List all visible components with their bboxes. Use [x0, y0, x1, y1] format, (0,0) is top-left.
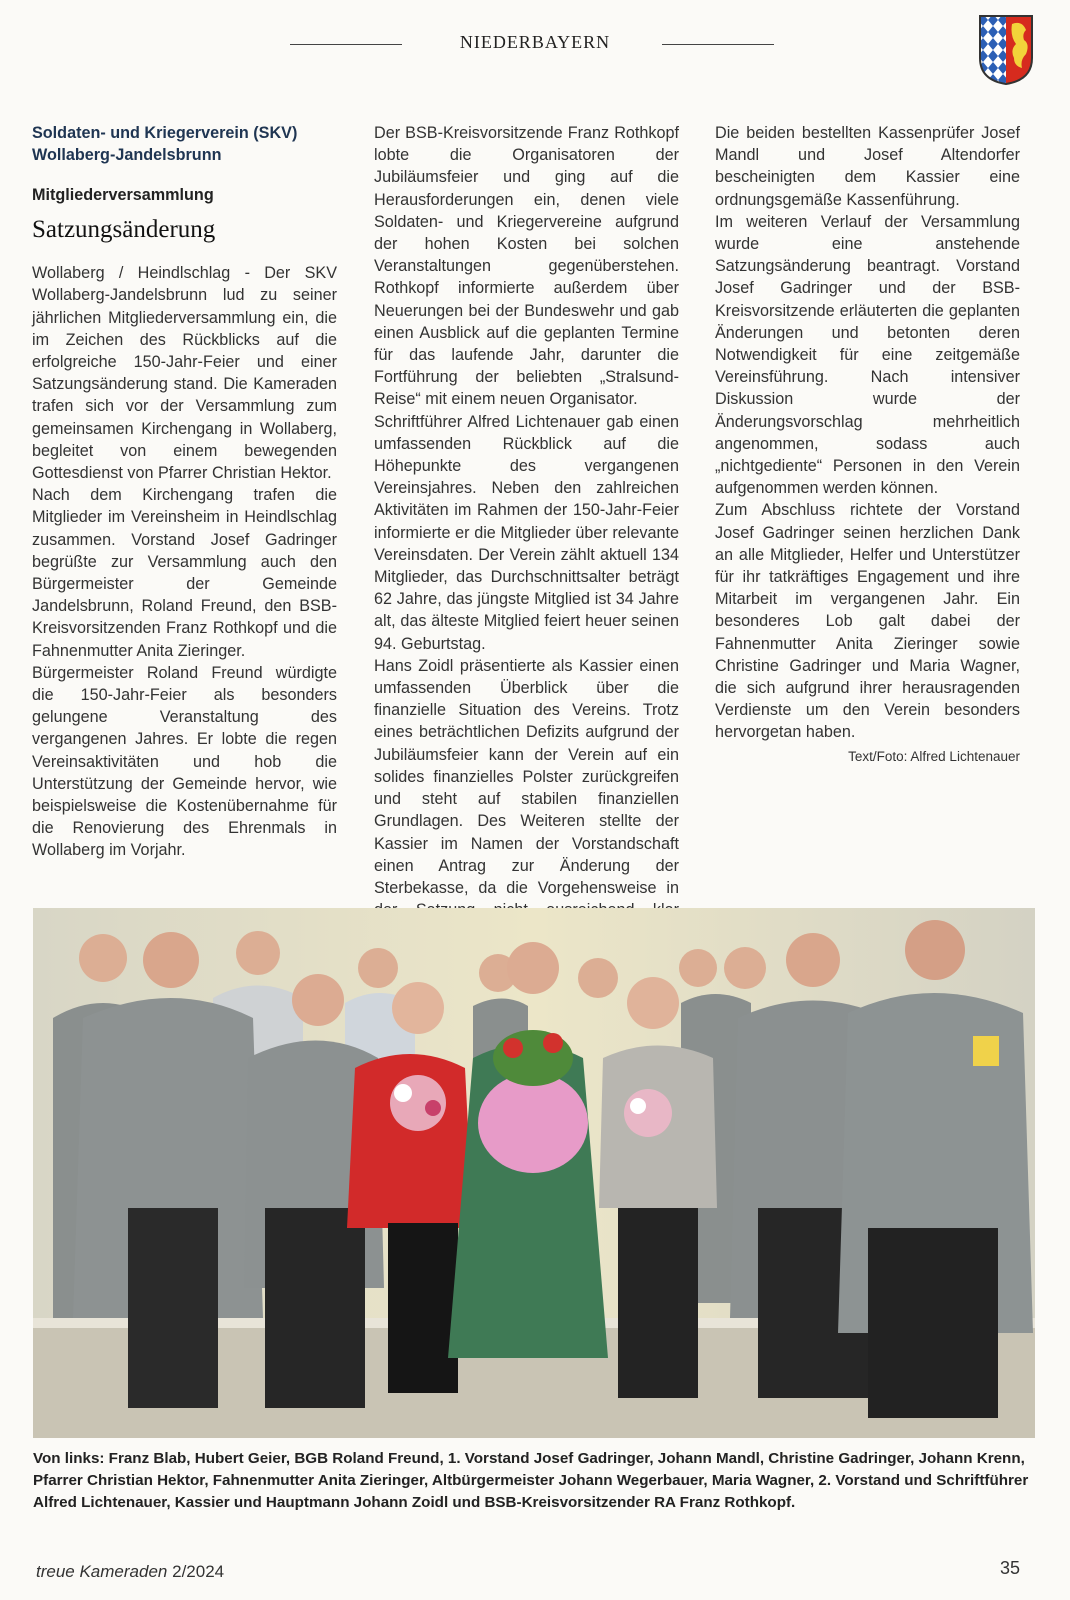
article-paragraph: Nach dem Kirchengang trafen die Mitglieder im Vereinsheim in Heindlschlag zusammen. Vorstand Josef Gadringer begrüßte zur Versammlung auch den Bürgermeister der Gemeinde Jandelsbrunn, Roland Freund, den BSB-Kreisvorsitzenden Franz Rothkopf und die Fahnenmutter Anita Zieringer. [32, 486, 337, 660]
organization-heading: Soldaten- und Kriegerverein (SKV) Wollaberg-Jandelsbrunn [32, 124, 298, 164]
section-label: NIEDERBAYERN [459, 32, 611, 52]
article-paragraph: Zum Abschluss richtete der Vorstand Josef Gadringer seinen herzlichen Dank an alle Mitglieder, Helfer und Unterstützer für ihr tatkräftiges Engagement und ihre Mitarbeit im vergangenen Jahr. Ein besonderes Lob galt dabei der Fahnenmutter Anita Zieringer sowie Christine Gadringer und Maria Wagner, die sich aufgrund ihrer herausragenden Verdienste um den Verein besonders hervorgetan haben. [715, 501, 1020, 742]
article-paragraph: Bürgermeister Roland Freund würdigte die 150-Jahr-Feier als besonders gelungene Veranstaltung des vergangenen Jahres. Er lobte die regen Vereinsaktivitäten und hob die Unterstützung der Gemeinde hervor, wie beispielsweise die Kostenübernahme für die Renovierung des Ehrenmals in Wollaberg im Vorjahr. [32, 663, 337, 860]
issue-number: 2/2024 [172, 1562, 225, 1581]
header-rule-right [662, 44, 774, 45]
article-paragraph: Hans Zoidl präsentierte als Kassier einen umfassenden Überblick über die finanzielle Situation des Vereins. Trotz eines beträchtlichen Defizits aufgrund der Jubiläumsfeier kann der Verein auf ein solides finanzielles Polster zurückgreifen und steht auf stabilen finanziellen Grundlagen. Des Weiteren stellte der Kassier im Namen der Vorstandschaft einen Antrag zur Änderung der Sterbekasse, da die Vorgehensweise in [374, 656, 679, 897]
niederbayern-crest-icon [978, 14, 1034, 86]
article-headline: Satzungsänderung [32, 216, 216, 244]
article-paragraph: Schriftführer Alfred Lichtenauer gab einen umfassenden Rückblick auf die Höhepunkte des vergangenen Vereinsjahres. Neben den zahlreichen Aktivitäten im Rahmen der 150-Jahr-Feier informierte er die Mitglieder über relevante Vereinsdaten. Der Verein zählt aktuell 134 Mitglieder, das Durchschnittsalter beträgt 62 Jahre, das jüngste Mitglied ist 34 Jahre alt, das älteste Mitglied feiert heuer seinen 94. Geburtstag. [374, 412, 679, 653]
article-paragraph: Der BSB-Kreisvorsitzende Franz Rothkopf lobte die Organisatoren der Jubiläumsfeier und ging auf die Herausforderungen ein, denen viele Soldaten- und Kriegervereine aufgrund der hohen Kosten bei solchen Veranstaltungen gegenüberstehen. Rothkopf informierte außerdem über Neuerungen bei der Bundeswehr und gab einen Ausblick auf die geplanten Termine für das laufende Jahr, darunter die Fortführung der beliebten „Stralsund-Reise“ mit einem neuen Organisator. [374, 124, 679, 409]
article-kicker: Mitgliederversammlung [32, 186, 214, 204]
article-column-3 [715, 122, 1020, 768]
magazine-title: treue Kameraden [36, 1562, 168, 1581]
photo-credit: Text/Foto: Alfred Lichtenauer [848, 748, 1020, 764]
header-rule-left [290, 44, 402, 45]
footer-magazine [36, 1562, 224, 1582]
group-photo-illustration [33, 908, 1035, 1438]
article-paragraph: Die beiden bestellten Kassenprüfer Josef Mandl und Josef Altendorfer bescheinigten dem Kassier eine ordnungsgemäße Kassenführung. [715, 124, 1020, 209]
group-photo [33, 908, 1035, 1438]
article-column-1 [32, 122, 337, 862]
page-number: 35 [1000, 1558, 1021, 1578]
photo-caption: Von links: Franz Blab, Hubert Geier, BGB Roland Freund, 1. Vorstand Josef Gadringer, Johann Mandl, Christine Gadringer, Johann Krenn, Pfarrer Christian Hektor, Fahnenmutter Anita Zieringer, Altbürgermeister Johann Wegerbauer, Maria Wagner, 2. Vorstand und Schriftführer Alfred Lichtenauer, Kassier und Hauptmann Johann Zoidl und BSB-Kreisvorsitzender RA Franz Rothkopf. [33, 1450, 1029, 1511]
article-paragraph: Wollaberg / Heindlschlag - Der SKV Wollaberg-Jandelsbrunn lud zu seiner jährlichen Mitgliederversammlung ein, die im Zeichen des Rückblicks auf die erfolgreiche 150-Jahr-Feier und einer Satzungsänderung stand. Die Kameraden trafen sich vor der Versammlung zum gemeinsamen Kirchengang in Wollaberg, begleitet von einem bewegenden Gottesdienst von Pfarrer Christian Hektor. [32, 264, 337, 483]
article-paragraph: Im weiteren Verlauf der Versammlung wurde eine anstehende Satzungsänderung beantragt. Vorstand Josef Gadringer und der BSB-Kreisvorsitzende erläuterten die geplanten Änderungen und betonten deren Notwendigkeit für eine zeitgemäße Vereinsführung. Nach intensiver Diskussion wurde der Änderungsvorschlag mehrheitlich angenommen, sodass auch „nichtgediente“ Personen in den Verein aufgenommen werden können. [715, 212, 1020, 498]
